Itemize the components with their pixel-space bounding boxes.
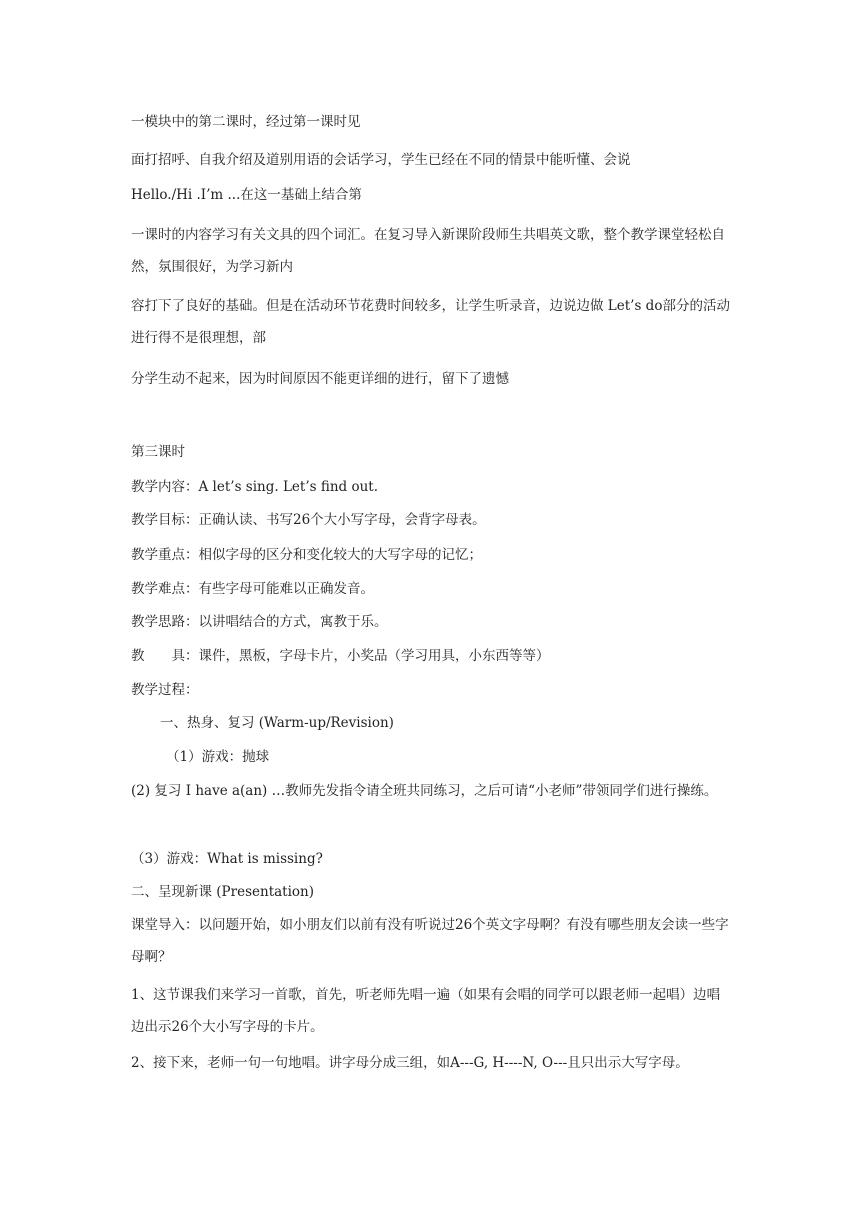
paragraph-5: 容打下了良好的基础。但是在活动环节花费时间较多，让学生听录音，边说边做 Let’s do部分的活动进行得不是很理想，部 xyxy=(131,298,730,346)
lesson-process: 教学过程： xyxy=(131,682,199,698)
warmup-review: (2) 复习 I have a(an) …教师先发指令请全班共同练习，之后可请“小老师”带领同学们进行操练。 xyxy=(131,783,718,799)
warmup-game-1: （1）游戏：抛球 xyxy=(166,749,270,765)
lesson-tools: 教 具：课件，黑板，字母卡片，小奖品（学习用具，小东西等等） xyxy=(131,648,550,664)
presentation-intro: 课堂导入：以问题开始，如小朋友们以前有没有听说过26个英文字母啊？有没有哪些朋友会读一些字母啊？ xyxy=(131,917,729,965)
lesson-focus: 教学重点：相似字母的区分和变化较大的大写字母的记忆； xyxy=(131,547,482,563)
lesson-content: 教学内容：A let’s sing. Let’s find out. xyxy=(131,479,379,495)
lesson-title: 第三课时 xyxy=(131,444,185,460)
presentation-step-1: 1、这节课我们来学习一首歌，首先，听老师先唱一遍（如果有会唱的同学可以跟老师一起唱）边唱边出示26个大小写字母的卡片。 xyxy=(131,987,721,1035)
section-presentation: 二、呈现新课 (Presentation) xyxy=(131,884,315,900)
warmup-game-3: （3）游戏：What is missing? xyxy=(131,851,323,867)
presentation-step-2: 2、接下来，老师一句一句地唱。讲字母分成三组，如A---G, H----N, O---且只出示大写字母。 xyxy=(131,1055,689,1071)
section-warmup: 一、热身、复习 (Warm-up/Revision) xyxy=(160,715,394,731)
paragraph-3: Hello./Hi .I’m ...在这一基础上结合第 xyxy=(131,187,362,203)
paragraph-2: 面打招呼、自我介绍及道别用语的会话学习，学生已经在不同的情景中能听懂、会说 xyxy=(131,152,631,168)
paragraph-4: 一课时的内容学习有关文具的四个词汇。在复习导入新课阶段师生共唱英文歌，整个教学课堂轻松自然，氛围很好，为学习新内 xyxy=(131,227,725,275)
paragraph-1: 一模块中的第二课时，经过第一课时见 xyxy=(131,114,361,130)
lesson-approach: 教学思路：以讲唱结合的方式，寓教于乐。 xyxy=(131,614,388,630)
lesson-difficulty: 教学难点：有些字母可能难以正确发音。 xyxy=(131,581,374,597)
lesson-goal: 教学目标：正确认读、书写26个大小写字母，会背字母表。 xyxy=(131,512,486,528)
paragraph-6: 分学生动不起来，因为时间原因不能更详细的进行，留下了遗憾 xyxy=(131,371,509,387)
